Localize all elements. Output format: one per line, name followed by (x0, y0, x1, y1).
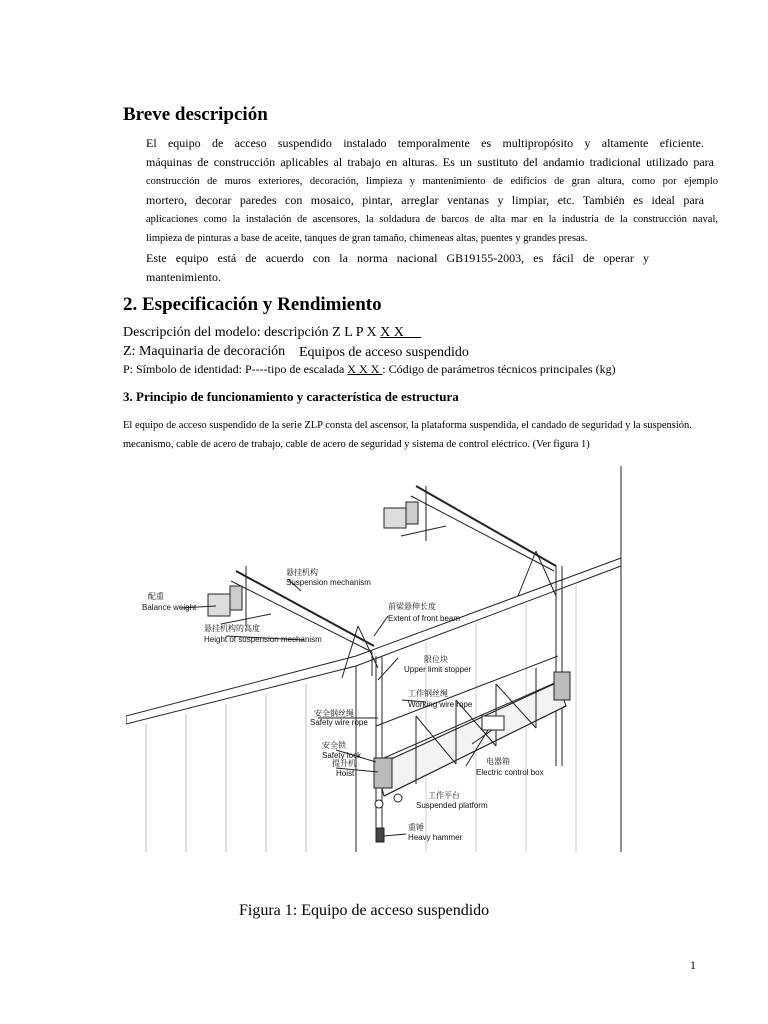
label-hammer-cn: 重锤 (408, 823, 424, 832)
label-platform-en: Suspended platform (416, 801, 488, 810)
page-number: 1 (690, 958, 696, 972)
p-suffix: : Código de parámetros técnicos principales (kg) (382, 362, 616, 376)
label-control-en: Electric control box (476, 768, 544, 777)
model-underlined: X X (380, 325, 422, 340)
section-heading-breve-descripcion: Breve descripción (123, 104, 268, 125)
label-balance-cn: 配重 (148, 592, 164, 601)
label-balance-en: Balance weight (142, 603, 197, 612)
body-line-2: máquinas de construcción aplicables al trabajo en alturas. Es un sustituto del andamio tradicional utilizado para (146, 155, 714, 169)
p-underlined: X X X (347, 362, 383, 376)
section-heading-especificacion: 2. Especificación y Rendimiento (123, 294, 382, 315)
roof-edge-left (126, 656, 356, 716)
body-line-4: mortero, decorar paredes con mosaico, pintar, arreglar ventanas y limpiar, etc. También es ideal para (146, 193, 704, 207)
label-hoist-en: Hoist (336, 769, 355, 778)
body-line-5: aplicaciones como la instalación de ascensores, la soldadura de barcos de alta mar en la industria de la construcción naval, (146, 214, 718, 225)
body-para2-line1: Este equipo está de acuerdo con la norma nacional GB19155-2003, es fácil de operar y (146, 251, 649, 265)
body-line-1: El equipo de acceso suspendido instalado temporalmente es multipropósito y altamente eficiente. (146, 136, 704, 150)
label-lock-en: Safety lock (322, 751, 362, 760)
label-safety-rope-en: Safety wire rope (310, 718, 368, 727)
section-heading-principio: 3. Principio de funcionamiento y característica de estructura (123, 389, 459, 404)
label-lock-cn: 安全锁 (322, 741, 346, 750)
body-line-3: construcción de muros exteriores, decoración, limpieza y mantenimiento de edificios de gran altura, como por ejemplo (146, 176, 718, 187)
p-prefix: P: Símbolo de identidad: P----tipo de escalada (123, 362, 348, 376)
label-working-en: Working wire rope (408, 700, 473, 709)
body-line-6: limpieza de pinturas a base de aceite, tanques de gran tamaño, chimeneas altas, puentes y grandes presas. (146, 233, 588, 244)
model-prefix: Descripción del modelo: descripción Z L P X (123, 325, 381, 340)
body-para2-line2: mantenimiento. (146, 270, 221, 284)
label-hoist-cn: 提升机 (332, 759, 356, 768)
label-working-cn: 工作钢丝绳 (408, 689, 448, 698)
label-safety-rope-cn: 安全钢丝绳 (314, 709, 354, 718)
label-suspension-en: Suspension mechanism (286, 578, 371, 587)
label-height-en: Height of suspension mechanism (204, 635, 322, 644)
z-value: Equipos de acceso suspendido (299, 345, 469, 360)
figure-caption: Figura 1: Equipo de acceso suspendido (239, 902, 490, 919)
label-limit-cn: 限位块 (424, 655, 448, 664)
label-suspension-cn: 悬挂机构 (286, 568, 318, 577)
section3-line-1: El equipo de acceso suspendido de la serie ZLP consta del ascensor, la plataforma suspendida, el candado de seguridad y la suspensión. (123, 420, 692, 431)
label-control-cn: 电器箱 (486, 757, 510, 766)
label-front-beam-cn: 前梁悬伸长度 (388, 602, 436, 611)
section3-line-2: mecanismo, cable de acero de trabajo, cable de acero de seguridad y sistema de control eléctrico. (Ver figura 1) (123, 439, 590, 450)
label-platform-cn: 工作平台 (428, 791, 460, 800)
z-label: Z: Maquinaria de decoración (123, 344, 286, 359)
label-limit-en: Upper limit stopper (404, 665, 472, 674)
label-hammer-en: Heavy hammer (408, 833, 463, 842)
p-identity-line (123, 362, 616, 377)
label-height-cn: 悬挂机构的高度 (204, 624, 260, 633)
suspended-platform-diagram (126, 466, 628, 852)
label-front-beam-en: Extent of front beam (388, 614, 461, 623)
model-description-line (123, 325, 421, 341)
